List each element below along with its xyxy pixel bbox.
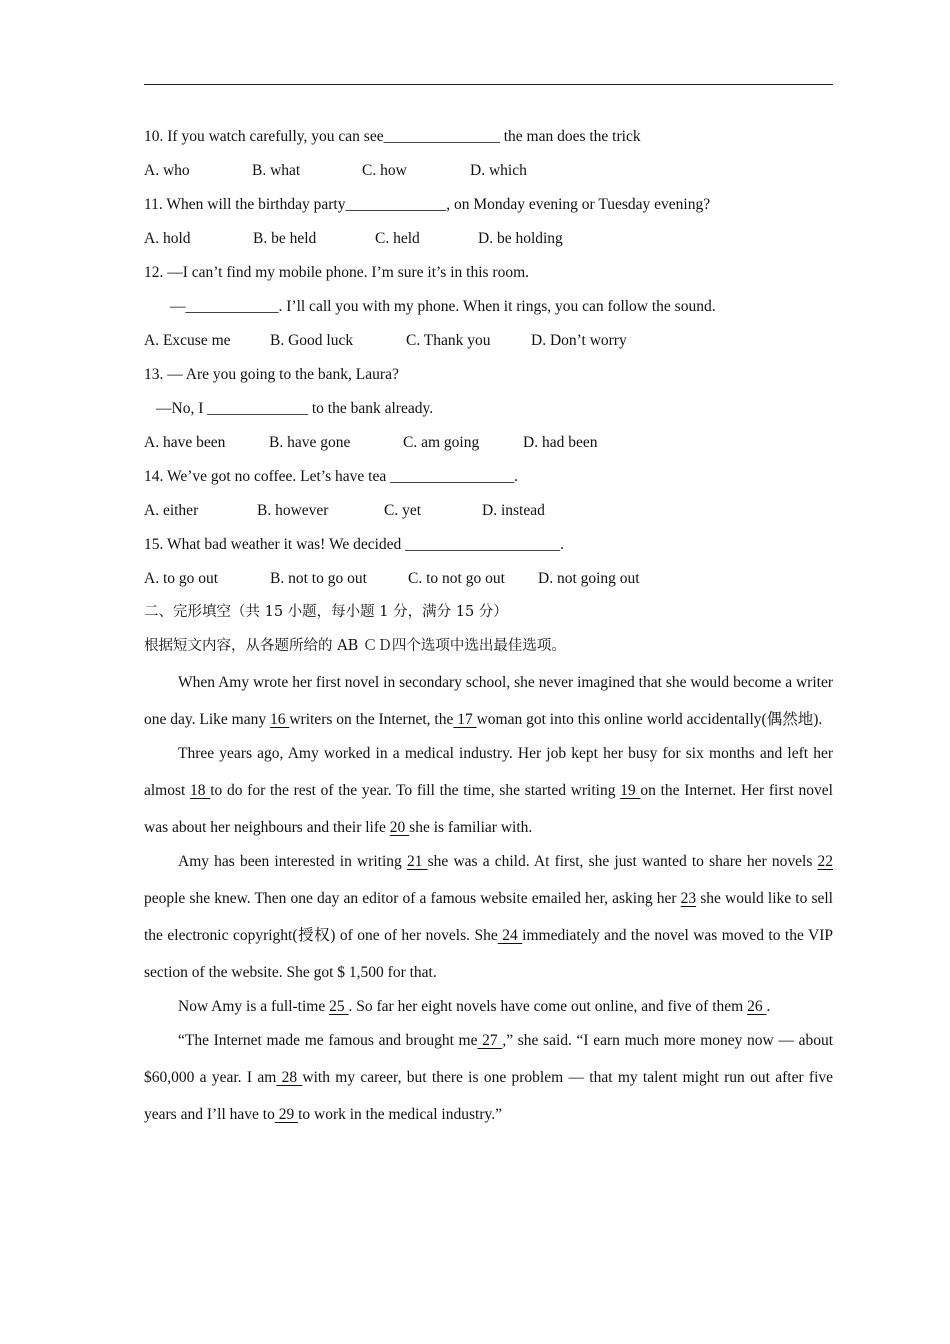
blank-19: 19 xyxy=(620,782,641,799)
option-c: C. yet xyxy=(384,502,422,519)
option-b: B. what xyxy=(252,162,301,179)
option-c: C. held xyxy=(375,230,420,247)
option-d: D. not going out xyxy=(538,570,640,587)
question-13-options xyxy=(144,426,833,460)
passage-text: on the Internet. Her first novel was about her neighbours and their life xyxy=(144,782,833,836)
passage-paragraph-2 xyxy=(144,735,833,846)
passage-paragraph-4 xyxy=(144,988,833,1025)
passage-paragraph-3 xyxy=(144,843,833,991)
option-d: D. Don’t worry xyxy=(531,332,627,349)
question-14-stem: 14. We’ve got no coffee. Let’s have tea ________________. xyxy=(144,468,518,485)
passage-text: she was a child. At first, she just wanted to share her novels xyxy=(427,853,818,870)
passage-text: Now Amy is a full-time xyxy=(178,998,330,1015)
question-13-stem: 13. — Are you going to the bank, Laura? xyxy=(144,366,399,383)
option-c: C. am going xyxy=(403,434,480,451)
option-d: D. be holding xyxy=(478,230,563,247)
passage-text: woman got into this online world accidentally(偶然地). xyxy=(476,711,823,728)
question-12-options xyxy=(144,324,833,358)
option-c: C. Thank you xyxy=(406,332,491,349)
blank-21: 21 xyxy=(406,853,428,870)
question-11-options xyxy=(144,222,833,256)
header-rule xyxy=(144,84,833,85)
option-a: A. have been xyxy=(144,434,226,451)
option-b: B. have gone xyxy=(269,434,351,451)
question-10-stem: 10. If you watch carefully, you can see_______________ the man does the trick xyxy=(144,128,641,145)
option-d: D. instead xyxy=(482,502,545,519)
option-a: A. to go out xyxy=(144,570,219,587)
passage-text: she would like to sell the electronic copyright(授权) of one of her novels. She xyxy=(144,890,833,944)
question-15-stem: 15. What bad weather it was! We decided ____________________. xyxy=(144,536,565,553)
option-a: A. hold xyxy=(144,230,191,247)
blank-16: 16 xyxy=(269,711,290,728)
section-heading: 二、完形填空（共 15 小题，每小题 1 分，满分 15 分） xyxy=(144,604,508,620)
section-instruction: 根据短文内容，从各题所给的 AB ＣＤ四个选项中选出最佳选项。 xyxy=(144,638,566,654)
passage-paragraph-5 xyxy=(144,1022,833,1133)
passage-text: writers on the Internet, the xyxy=(289,711,454,728)
option-d: D. which xyxy=(470,162,527,179)
passage-text: Three years ago, Amy worked in a medical industry. Her job kept her busy for six months and left her almost xyxy=(144,745,833,799)
blank-29: 29 xyxy=(274,1106,299,1123)
option-b: B. not to go out xyxy=(270,570,367,587)
blank-17: 17 xyxy=(453,711,477,728)
passage-text: immediately and the novel was moved to the VIP section of the website. She got $ 1,500 for that. xyxy=(144,927,834,981)
option-c: C. to not go out xyxy=(408,570,505,587)
blank-27: 27 xyxy=(477,1032,503,1049)
option-a: A. who xyxy=(144,162,190,179)
option-d: D. had been xyxy=(523,434,598,451)
passage-text: to work in the medical industry.” xyxy=(298,1106,502,1123)
blank-22: 22 xyxy=(817,853,834,870)
passage-text: When Amy wrote her first novel in secondary school, she never imagined that she would become a writer one day. Like many xyxy=(144,674,833,728)
passage-text: ,” she said. “I earn much more money now — about $60,000 a year. I am xyxy=(144,1032,834,1086)
blank-28: 28 xyxy=(276,1069,303,1086)
passage-text: people she knew. Then one day an editor of a famous website emailed her, asking her xyxy=(144,890,681,907)
blank-26: 26 xyxy=(747,998,767,1015)
passage-text: . xyxy=(766,998,771,1015)
question-13-reply: —No, I _____________ to the bank already. xyxy=(156,400,434,417)
passage-text: with my career, but there is one problem — that my talent might run out after five years and I’ll have to xyxy=(144,1069,834,1123)
question-10-options xyxy=(144,154,833,188)
passage-paragraph-1 xyxy=(144,664,833,738)
option-b: B. Good luck xyxy=(270,332,354,349)
passage-text: she is familiar with. xyxy=(409,819,533,836)
option-a: A. either xyxy=(144,502,199,519)
blank-24: 24 xyxy=(497,927,523,944)
option-a: A. Excuse me xyxy=(144,332,231,349)
question-12-stem: 12. —I can’t find my mobile phone. I’m sure it’s in this room. xyxy=(144,264,530,281)
blank-20: 20 xyxy=(389,819,410,836)
option-b: B. however xyxy=(257,502,329,519)
passage-text: to do for the rest of the year. To fill the time, she started writing xyxy=(210,782,621,799)
blank-25: 25 xyxy=(329,998,349,1015)
question-11-stem: 11. When will the birthday party_____________, on Monday evening or Tuesday evening? xyxy=(144,196,711,213)
blank-23: 23 xyxy=(680,890,697,907)
passage-text: Amy has been interested in writing xyxy=(178,853,407,870)
question-14-options xyxy=(144,494,833,528)
option-c: C. how xyxy=(362,162,407,179)
question-12-reply: —____________. I’ll call you with my phone. When it rings, you can follow the sound. xyxy=(170,298,716,315)
blank-18: 18 xyxy=(190,782,211,799)
passage-text: . So far her eight novels have come out online, and five of them xyxy=(348,998,748,1015)
question-15-options xyxy=(144,562,833,596)
exam-content xyxy=(144,120,833,1133)
option-b: B. be held xyxy=(253,230,317,247)
passage-text: “The Internet made me famous and brought me xyxy=(178,1032,478,1049)
